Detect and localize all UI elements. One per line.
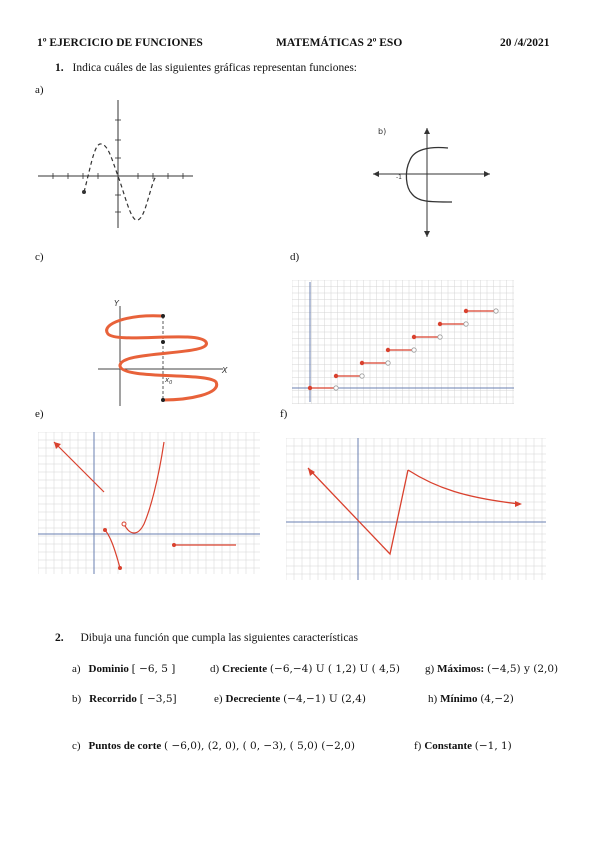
- question-2-text: Dibuja una función que cumpla las siguientes características: [80, 632, 358, 644]
- graph-b: [368, 122, 493, 242]
- question-1: [55, 62, 357, 74]
- graph-f-label: f): [280, 408, 288, 420]
- graph-c-y-label: Y: [114, 299, 119, 308]
- condition-creciente: d) Creciente (−6,−4) U ( 1,2) U ( 4,5): [210, 663, 400, 675]
- graph-e-open-point: [122, 522, 126, 526]
- question-2: [55, 632, 358, 644]
- condition-maximos: g) Máximos: (−4,5) y (2,0): [425, 663, 559, 675]
- graph-f-grid: [286, 438, 546, 580]
- graph-d-closed-point: [386, 348, 390, 352]
- graph-c-point-middle: [161, 340, 165, 344]
- graph-d-grid: [292, 280, 514, 404]
- graph-c: [98, 296, 238, 408]
- graph-e: [38, 432, 260, 574]
- graph-d-open-point: [464, 322, 468, 326]
- header-title: 1º EJERCICIO DE FUNCIONES: [37, 37, 203, 49]
- graph-e-point-start: [103, 528, 107, 532]
- question-1-number: 1.: [55, 62, 64, 74]
- graph-d-open-point: [334, 386, 338, 390]
- graph-e-point-end: [118, 566, 122, 570]
- condition-constante: f) Constante (−1, 1): [414, 740, 512, 752]
- condition-puntos-de-corte: c) Puntos de corte ( −6,0), (2, 0), ( 0, −3), ( 5,0) (−2,0): [72, 740, 355, 752]
- graph-d-open-point: [412, 348, 416, 352]
- graph-c-x-label: X: [222, 366, 228, 375]
- graph-d-closed-point: [308, 386, 312, 390]
- graph-b-y-arrow-down: [424, 231, 430, 237]
- header-date: 20 /4/2021: [500, 37, 550, 49]
- graph-b-x-arrow-right: [484, 171, 490, 177]
- graph-d-closed-point: [438, 322, 442, 326]
- graph-b-x-arrow-left: [373, 171, 379, 177]
- graph-b-label: b): [378, 127, 387, 136]
- graph-a-endpoint: [82, 190, 86, 194]
- question-2-number: 2.: [55, 632, 64, 644]
- graph-c-curve: [107, 316, 217, 400]
- graph-b-y-arrow-up: [424, 128, 430, 134]
- graph-e-grid: [38, 432, 260, 574]
- header-subject: MATEMÁTICAS 2º ESO: [276, 37, 403, 49]
- condition-recorrido: b) Recorrido [ −3,5]: [72, 693, 177, 705]
- graph-a-label: a): [35, 84, 44, 96]
- graph-e-constant-point: [172, 543, 176, 547]
- graph-d-open-point: [494, 309, 498, 313]
- graph-a-curve: [84, 144, 156, 220]
- graph-e-segment-line: [54, 442, 104, 492]
- graph-f: [286, 438, 546, 580]
- graph-d-closed-point: [334, 374, 338, 378]
- graph-f-decay: [408, 470, 520, 504]
- graph-d-steps: [308, 309, 498, 390]
- graph-c-point-top: [161, 314, 165, 318]
- graph-d-closed-point: [412, 335, 416, 339]
- condition-decreciente: e) Decreciente (−4,−1) U (2,4): [214, 693, 366, 705]
- question-1-text: Indica cuáles de las siguientes gráficas representan funciones:: [72, 62, 358, 74]
- condition-minimo: h) Mínimo (4,−2): [428, 693, 514, 705]
- graph-c-label: c): [35, 251, 44, 263]
- graph-e-label: e): [35, 408, 44, 420]
- graph-a: [38, 100, 198, 230]
- graph-d-open-point: [386, 361, 390, 365]
- graph-b-curve: [406, 148, 452, 203]
- graph-d-open-point: [360, 374, 364, 378]
- graph-d-closed-point: [464, 309, 468, 313]
- condition-dominio: a) Dominio [ −6, 5 ]: [72, 663, 176, 675]
- graph-d-closed-point: [360, 361, 364, 365]
- graph-d-open-point: [438, 335, 442, 339]
- graph-b-tick-label: -1: [396, 174, 402, 181]
- graph-c-point-bottom: [161, 398, 165, 402]
- graph-d-label: d): [290, 251, 300, 263]
- graph-d: [292, 280, 514, 404]
- graph-c-x0-label: $x_0$: [165, 376, 173, 386]
